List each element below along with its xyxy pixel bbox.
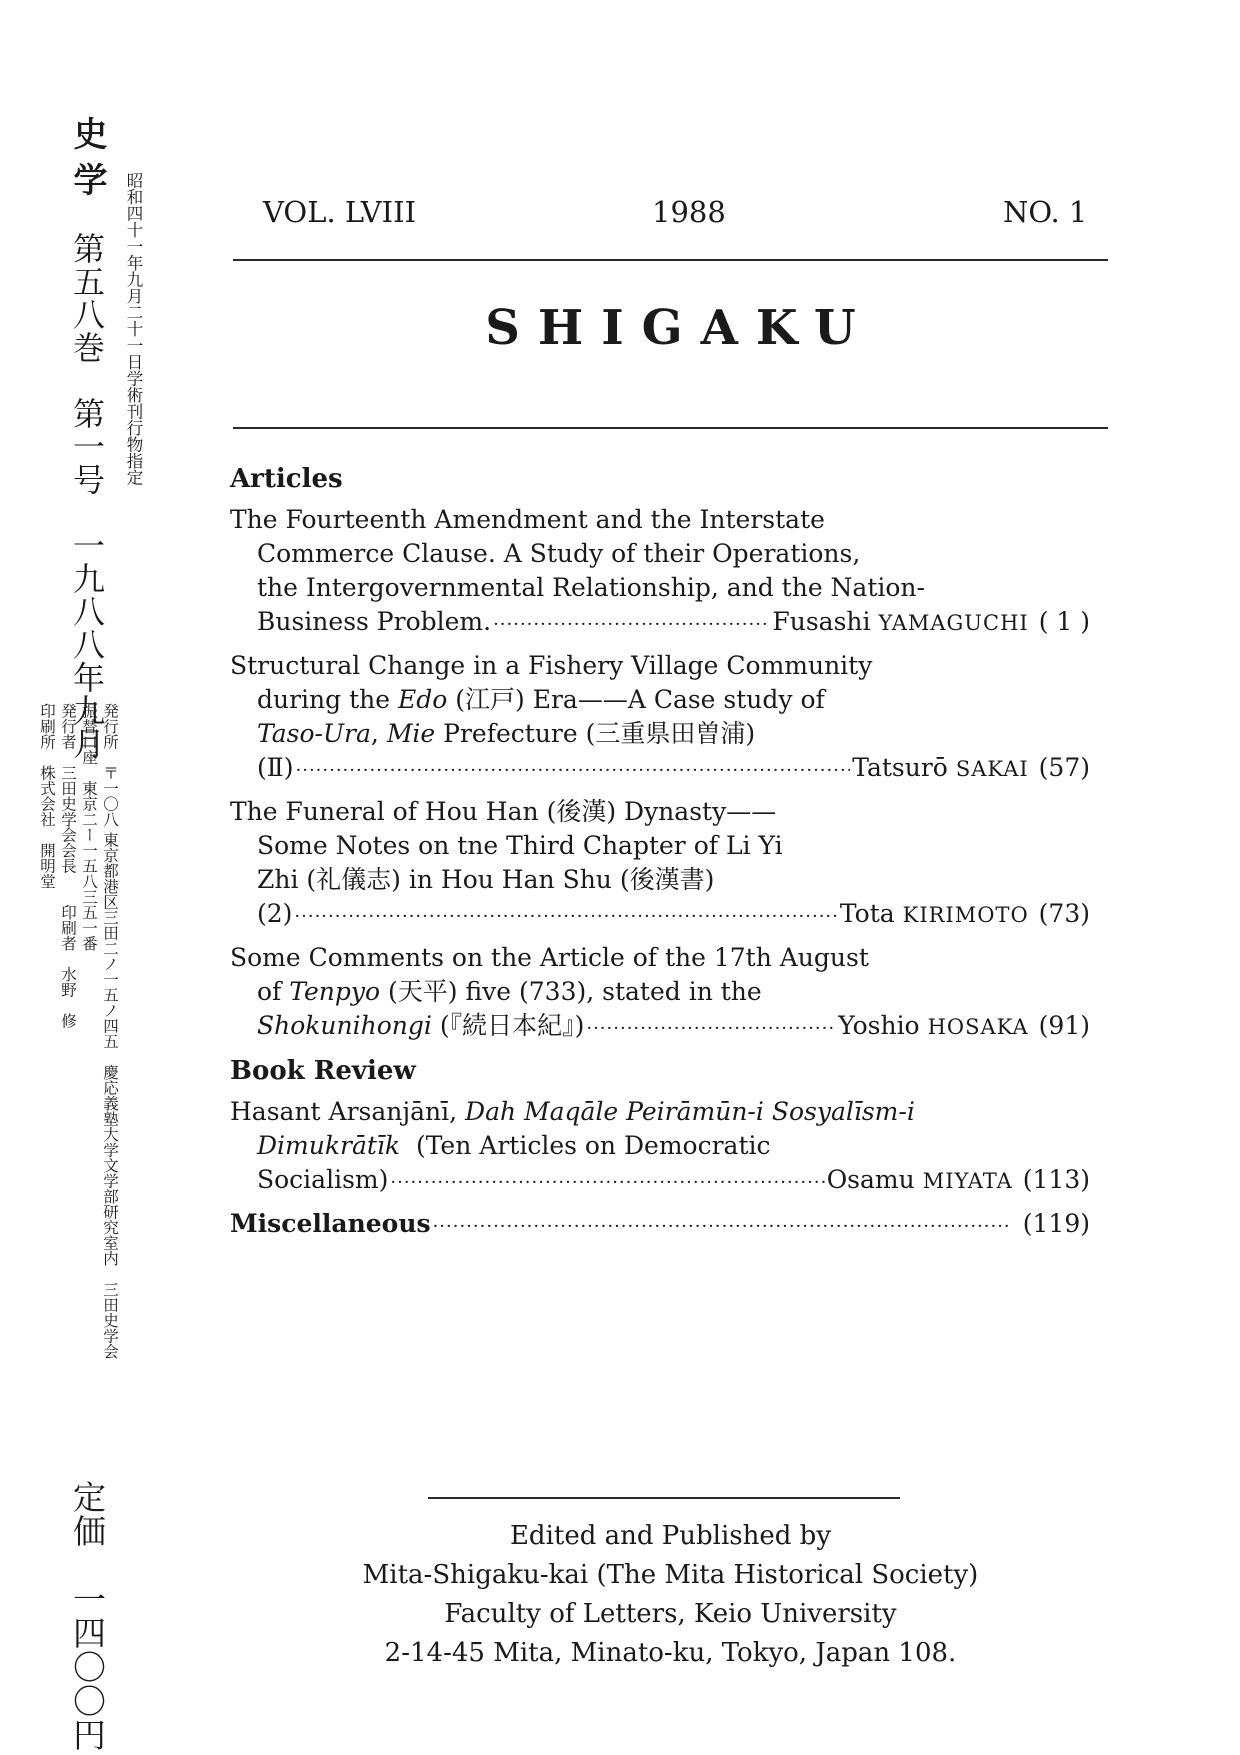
article-page: (57) xyxy=(1038,753,1090,782)
article-author: Tatsurō SAKAI xyxy=(852,753,1029,782)
imprint-line: Edited and Published by xyxy=(509,1521,832,1551)
article-title-line: The Fourteenth Amendment and the Interstate xyxy=(230,505,825,534)
article-author: Yoshio HOSAKA xyxy=(838,1011,1029,1040)
imprint-line: 2-14-45 Mita, Minato-ku, Tokyo, Japan 108. xyxy=(384,1638,957,1668)
article-title-line: the Intergovernmental Relationship, and the Nation- xyxy=(257,573,925,602)
article-title-line: Taso-Ura, Mie Prefecture (三重県田曽浦) xyxy=(257,719,756,748)
article-title-line: Some Comments on the Article of the 17th August xyxy=(230,943,869,972)
spine-title: 史学 xyxy=(67,116,107,208)
number-label: NO. 1 xyxy=(1003,195,1088,229)
article-title-line: (Ⅱ) xyxy=(257,753,294,782)
book-review-entry xyxy=(230,1095,1090,1200)
article-title-line: Zhi (礼儀志) in Hou Han Shu (後漢書) xyxy=(257,865,715,894)
article-leader-line xyxy=(230,605,1090,642)
imprint-line: Faculty of Letters, Keio University xyxy=(444,1599,897,1629)
article-entry-2 xyxy=(230,649,1090,788)
article-leader-line xyxy=(230,1009,1090,1046)
spine-publisher-block: 発行所 〒一〇八 東京都港区三田二ノ一五ノ四五 慶応義塾大学文学部研究室内 三田史学会 振替口座 東京二ー一五八三五一番 発行者 三田史学会会長 印刷者 水野 修 印刷所 株式会社 開明堂 xyxy=(38,703,119,1359)
spine-price: 定価 一四〇〇円 xyxy=(68,1480,107,1752)
leader-dots xyxy=(390,1166,824,1200)
article-entry-1 xyxy=(230,503,1090,642)
article-author: Tota KIRIMOTO xyxy=(839,899,1029,928)
leader-dots xyxy=(296,754,851,788)
leader-dots xyxy=(433,1210,1011,1244)
article-title-line: The Funeral of Hou Han (後漢) Dynasty—— xyxy=(230,797,777,826)
year-label: 1988 xyxy=(652,195,726,229)
article-page: (73) xyxy=(1038,899,1090,928)
article-page: ( 1 ) xyxy=(1038,607,1090,636)
book-review-heading: Book Review xyxy=(230,1056,416,1086)
review-title-line: Socialism) xyxy=(257,1165,389,1194)
journal-title: SHIGAKU xyxy=(485,300,874,356)
leader-dots xyxy=(586,1012,836,1046)
article-title-line: Shokunihongi (『続日本紀』) xyxy=(257,1011,585,1040)
header-rule xyxy=(233,259,1108,261)
review-title-line: Hasant Arsanjānī, Dah Maqāle Peirāmūn-i Sosyalīsm-i xyxy=(230,1097,915,1126)
article-title-line: of Tenpyo (天平) five (733), stated in the xyxy=(257,977,762,1006)
volume-label: VOL. LVIII xyxy=(263,195,417,229)
article-entry-3 xyxy=(230,795,1090,934)
footer-rule xyxy=(428,1497,900,1499)
spine-designation: 昭和四十一年九月二十一日学術刊行物指定 xyxy=(124,172,143,486)
article-page: (91) xyxy=(1038,1011,1090,1040)
review-leader-line xyxy=(230,1163,1090,1200)
article-title-line: Some Notes on tne Third Chapter of Li Yi xyxy=(257,831,783,860)
imprint-line: Mita-Shigaku-kai (The Mita Historical Society) xyxy=(362,1560,979,1590)
article-title-line: Commerce Clause. A Study of their Operations, xyxy=(257,539,861,568)
article-leader-line xyxy=(230,751,1090,788)
table-of-contents xyxy=(230,458,1090,1244)
articles-heading: Articles xyxy=(230,464,343,494)
review-page: (113) xyxy=(1022,1165,1090,1194)
review-title-line: Dimukrātīk (Ten Articles on Democratic xyxy=(257,1131,771,1160)
article-title-line: Structural Change in a Fishery Village Community xyxy=(230,651,873,680)
article-title-line: during the Edo (江戸) Era——A Case study of xyxy=(257,685,825,714)
article-title-line: (2) xyxy=(257,899,293,928)
article-entry-4 xyxy=(230,941,1090,1046)
article-leader-line xyxy=(230,897,1090,934)
miscellaneous-page: (119) xyxy=(1022,1209,1090,1238)
leader-dots xyxy=(294,900,838,934)
miscellaneous-label: Miscellaneous xyxy=(230,1209,431,1238)
leader-dots xyxy=(493,608,770,642)
title-rule xyxy=(233,427,1108,429)
imprint xyxy=(233,1517,1108,1673)
article-author: Fusashi YAMAGUCHI xyxy=(772,607,1029,636)
review-author: Osamu MIYATA xyxy=(826,1165,1013,1194)
article-title-line: Business Problem. xyxy=(257,607,492,636)
spine-volume-issue: 第五八巻 第一号 一九八八年九月 xyxy=(68,232,106,760)
miscellaneous-line xyxy=(230,1207,1090,1244)
